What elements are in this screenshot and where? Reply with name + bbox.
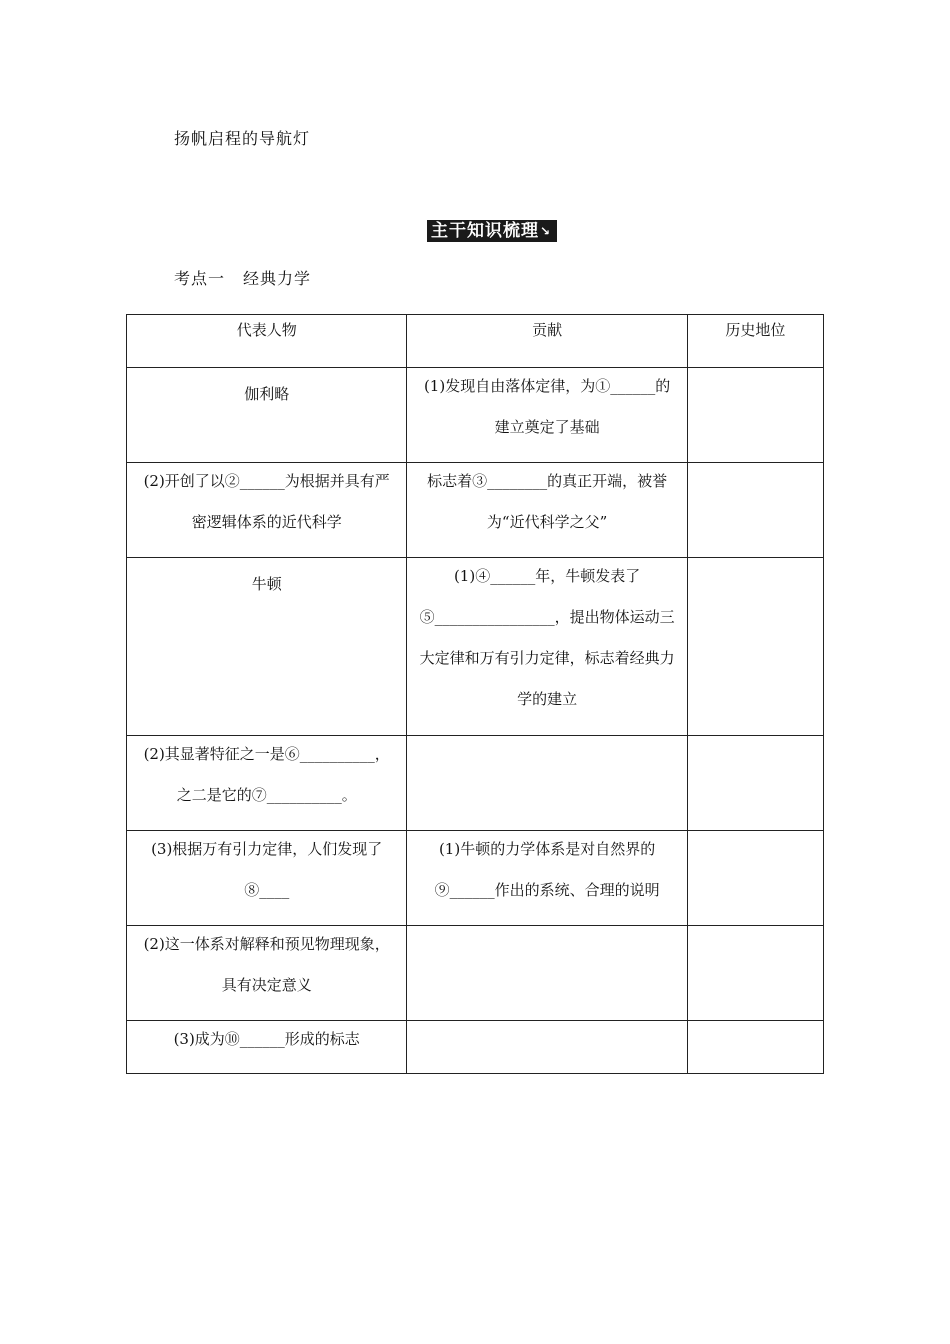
column-header-status: 历史地位 — [687, 315, 823, 368]
cell-text: (2)开创了以②______为根据并具有严密逻辑体系的近代科学 — [143, 472, 390, 531]
cell-text: (1)发现自由落体定律，为①______的建立奠定了基础 — [423, 377, 671, 436]
table-cell-contribution — [407, 926, 687, 1021]
cell-text: 标志着③________的真正开端，被誉为“近代科学之父” — [427, 472, 668, 531]
table-cell-status — [687, 736, 823, 831]
banner-label: 主干知识梳理 — [431, 221, 539, 241]
table-cell-status — [687, 368, 823, 463]
table-cell-contribution — [407, 558, 687, 736]
table-cell-person — [127, 736, 407, 831]
table-cell-contribution — [407, 736, 687, 831]
cell-text: 牛顿 — [251, 575, 282, 593]
table-cell-status — [687, 1021, 823, 1074]
table-row — [127, 1021, 824, 1074]
table-cell-contribution — [407, 831, 687, 926]
table-cell-contribution — [407, 463, 687, 558]
table-cell-contribution — [407, 368, 687, 463]
table-cell-status — [687, 831, 823, 926]
table-cell-person — [127, 368, 407, 463]
cell-text: 伽利略 — [244, 385, 290, 403]
table-cell-contribution — [407, 1021, 687, 1074]
arrow-down-right-icon: ↘ — [540, 224, 552, 238]
table-header-row — [127, 315, 824, 368]
cell-text: (1)牛顿的力学体系是对自然界的⑨______作出的系统、合理的说明 — [434, 840, 660, 899]
table-row — [127, 368, 824, 463]
table-cell-person — [127, 463, 407, 558]
section-topic: 经典力学 — [243, 269, 312, 288]
cell-text: (2)这一体系对解释和预见物理现象，具有决定意义 — [143, 935, 390, 994]
cell-text: (3)成为⑩______形成的标志 — [173, 1030, 360, 1048]
cell-text: (3)根据万有引力定律，人们发现了⑧____ — [151, 840, 383, 899]
table-cell-status — [687, 558, 823, 736]
cell-text: (1)④______年，牛顿发表了⑤________________，提出物体运动三大定律和万有引力定律，标志着经典力学的建立 — [419, 567, 675, 708]
table-cell-person — [127, 1021, 407, 1074]
table-cell-status — [687, 926, 823, 1021]
cell-text: (2)其显著特征之一是⑥__________，之二是它的⑦__________。 — [143, 745, 390, 804]
table-cell-person — [127, 558, 407, 736]
table-row — [127, 831, 824, 926]
column-header-contribution: 贡献 — [407, 315, 687, 368]
table-cell-person — [127, 831, 407, 926]
section-label: 考点一 — [174, 269, 226, 288]
table-row — [127, 463, 824, 558]
table-row — [127, 558, 824, 736]
page-heading: 扬帆启程的导航灯 — [174, 129, 311, 148]
section-title — [174, 266, 311, 289]
table-cell-person — [127, 926, 407, 1021]
table-cell-status — [687, 463, 823, 558]
column-header-person: 代表人物 — [127, 315, 407, 368]
table-row — [127, 736, 824, 831]
section-banner — [427, 220, 557, 242]
knowledge-table — [126, 314, 824, 1074]
table-row — [127, 926, 824, 1021]
